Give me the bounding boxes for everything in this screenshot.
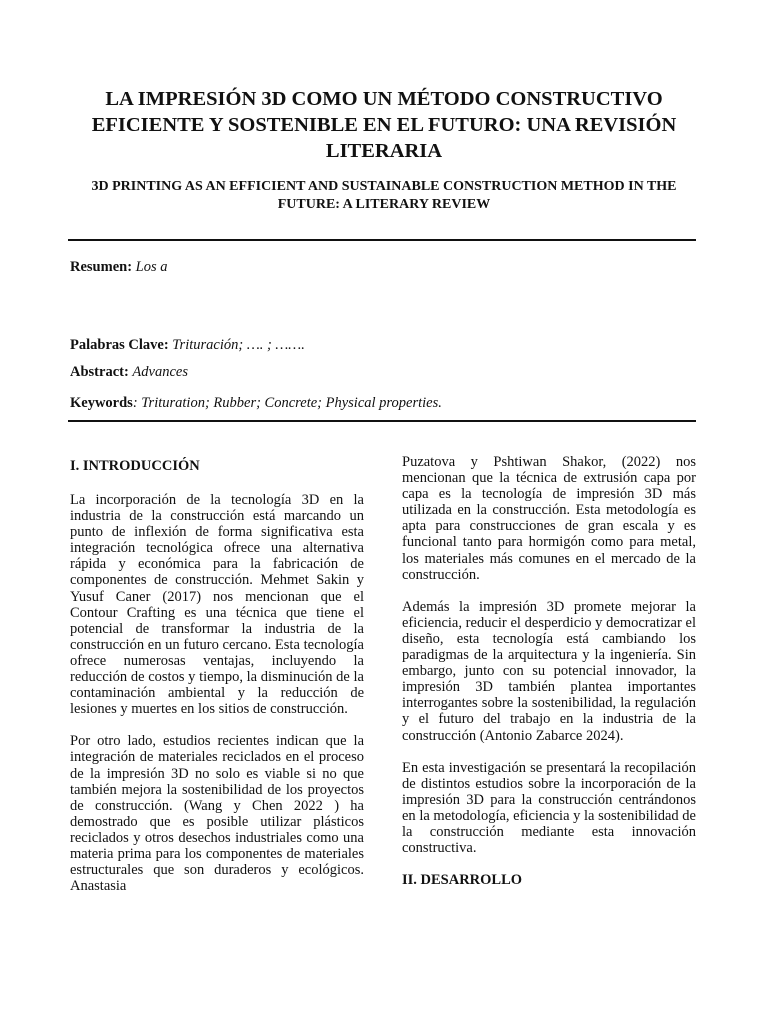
intro-heading: I. INTRODUCCIÓN: [70, 458, 200, 474]
paper-subtitle: 3D PRINTING AS AN EFFICIENT AND SUSTAINABLE CONSTRUCTION METHOD IN THE FUTURE: A LITERARY REVIEW: [91, 179, 677, 212]
palabras-clave-label: Palabras Clave:: [70, 337, 169, 353]
left-column: [70, 452, 364, 894]
abstract-label: Abstract:: [70, 364, 129, 380]
bottom-divider: [68, 420, 696, 422]
paragraph: Puzatova y Pshtiwan Shakor, (2022) nos mencionan que la técnica de extrusión capa por capa es la tecnología de impresión 3D más utilizada en la construcción. Esta metodología es apta para construcciones de gran escala y es funcional tanto para hormigón como para metal, los materiales más comunes en el mercado de la construcción.: [402, 454, 696, 583]
top-divider: [68, 239, 696, 241]
keywords-text: : Trituration; Rubber; Concrete; Physical properties.: [132, 395, 442, 411]
desarrollo-heading: II. DESARROLLO: [402, 872, 523, 889]
keywords-line: [70, 394, 442, 412]
paragraph: Por otro lado, estudios recientes indican que la integración de materiales reciclados en el proceso de la impresión 3D no solo es viable si no que también mejora la sostenibilidad de los proyectos de construcción. (Wang y Chen 2022 ) ha demostrado que es posible utilizar plásticos reciclados y otros desechos industriales como una materia prima para los componentes de materiales estructurales que son duraderos y ecológicos. Anastasia: [70, 733, 364, 895]
paper-title: LA IMPRESIÓN 3D COMO UN MÉTODO CONSTRUCTIVO EFICIENTE Y SOSTENIBLE EN EL FUTURO: UNA REVISIÓN LITERARIA: [91, 88, 677, 162]
abstract-line: [70, 363, 188, 381]
paragraph: Además la impresión 3D promete mejorar la eficiencia, reducir el desperdicio y democratizar el diseño, esta tecnología está cambiando los paradigmas de la arquitectura y la ingeniería. Sin embargo, junto con su potencial innovador, la impresión 3D también plantea importantes interrogantes sobre la sostenibilidad, la regulación y el futuro del trabajo en la industria de la construcción (Antonio Zabarce 2024).: [402, 598, 696, 744]
paragraph: La incorporación de la tecnología 3D en la industria de la construcción está marcando un punto de inflexión de forma significativa esta integración tecnológica ofrece una alternativa rápida y económica para la fabricación de componentes de construcción. Mehmet Sakin y Yusuf Caner (2017) nos mencionan que el Contour Crafting es una técnica que tiene el potencial de transformar la industria de la construcción en un futuro cercano. Esta tecnología ofrece numerosas ventajas, incluyendo la reducción de costos y tiempo, la disminución de la contaminación ambiental y la reducción de lesiones y muertes en los sitios de construcción.: [70, 492, 364, 718]
right-column: [402, 454, 696, 906]
palabras-clave-line: [70, 336, 305, 354]
keywords-label: Keywords: [70, 395, 133, 411]
resumen-label: Resumen:: [70, 259, 133, 275]
paragraph: En esta investigación se presentará la recopilación de distintos estudios sobre la incorporación de la impresión 3D para la construcción centrándonos en la metodología, eficiencia y la sostenibilidad de la construcción mediante esta innovación constructiva.: [402, 759, 696, 857]
abstract-text: Advances: [132, 364, 188, 380]
resumen-line: [70, 258, 168, 276]
palabras-clave-text: Trituración; …. ; …….: [172, 337, 305, 353]
resumen-text: Los a: [135, 259, 168, 275]
